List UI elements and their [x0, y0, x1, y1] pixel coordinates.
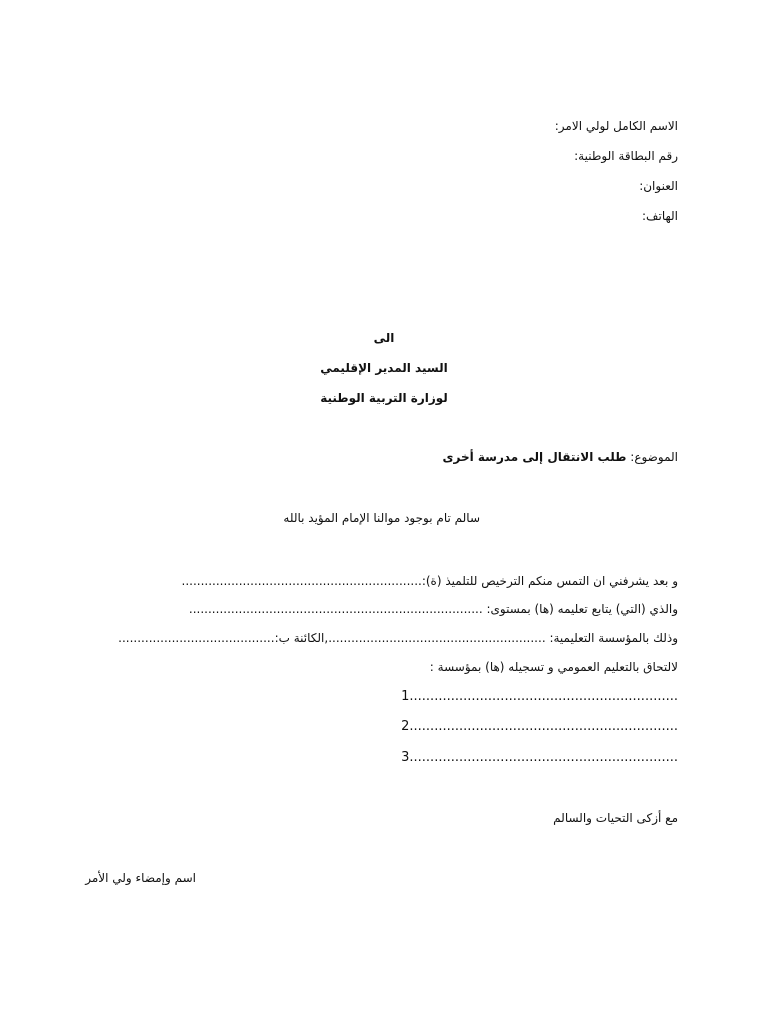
parent-full-name-label: الاسم الكامل لولي الامر: [554, 119, 678, 133]
greeting: سالم تام بوجود موالنا الإمام المؤيد بالله [283, 511, 480, 525]
option-3: 3................................................................. [401, 750, 678, 765]
recipient-director: السيد المدير الإقليمي [320, 361, 448, 375]
recipient-to: الى [373, 331, 395, 345]
address-label: العنوان: [639, 179, 678, 193]
subject-text: طلب الانتقال إلى مدرسة أخرى [442, 450, 627, 464]
option-2: 2................................................................. [401, 719, 678, 734]
body-line-enrollment: لالتحاق بالتعليم العمومي و تسجيله (ها) بمؤسسة : [429, 660, 678, 674]
option-1: 1................................................................. [401, 689, 678, 704]
phone-label: الهاتف: [642, 209, 678, 223]
subject-label: الموضوع: [630, 450, 678, 464]
body-school-text: وذلك بالمؤسسة التعليمية: ........................................................., [324, 631, 678, 645]
body-line-student: و بعد يشرفني ان التمس منكم الترخيص للتلميذ (ة):............................................................... [181, 574, 678, 588]
signature-label: اسم وإمضاء ولي الأمر [85, 871, 196, 885]
recipient-ministry: لوزارة التربية الوطنية [320, 391, 448, 405]
body-line-school [118, 630, 678, 646]
body-line-level: والذي (التي) يتابع تعليمه (ها) بمستوى: ............................................................................. [188, 602, 678, 616]
national-id-label: رقم البطاقة الوطنية: [574, 149, 678, 163]
closing: مع أزكى التحيات والسالم [553, 811, 678, 825]
body-location-text: الكائنة ب:......................................... [118, 631, 325, 645]
subject-line [442, 449, 678, 465]
